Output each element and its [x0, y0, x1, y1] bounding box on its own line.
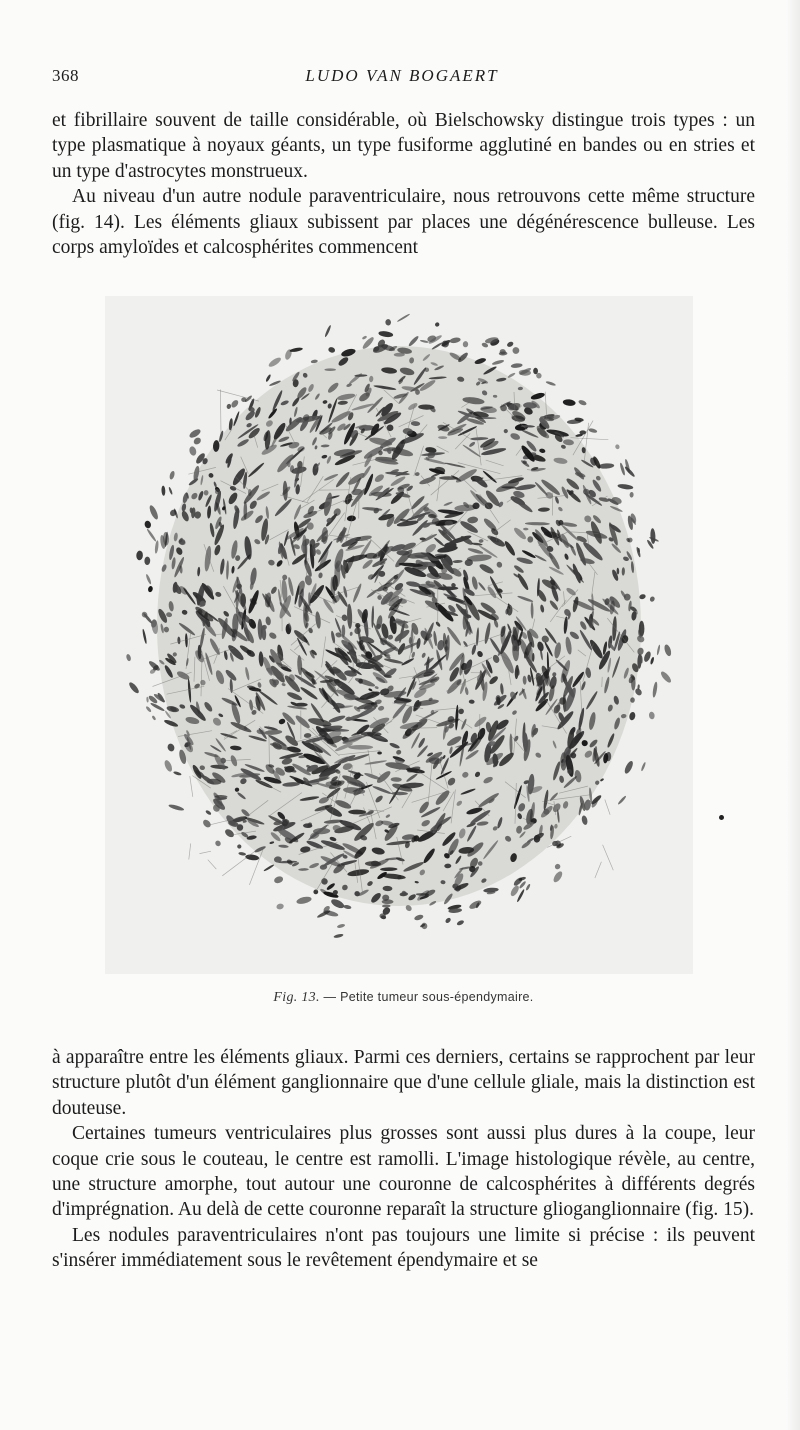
figure-caption: [52, 990, 755, 1006]
page-number: 368: [52, 66, 79, 85]
body-text-bottom: [52, 1045, 755, 1274]
paragraph: et fibrillaire souvent de taille considérable, où Bielschowsky distingue trois types : un type plasmatique à noyaux géants, un type fusiforme agglutiné en bandes ou en stries et un type d'astrocytes monstrueux.: [52, 110, 755, 182]
figure-micrograph: [105, 296, 693, 974]
figure-label: Fig. 13.: [273, 990, 320, 1005]
micrograph-image: [105, 296, 693, 974]
running-title: LUDO VAN BOGAERT: [305, 66, 499, 85]
page-edge-shadow: [786, 0, 800, 1430]
paragraph: Les nodules paraventriculaires n'ont pas toujours une limite si précise : ils peuvent s'insérer immédiatement sous le revêtement épendymaire et se: [52, 1224, 755, 1272]
paragraph: Au niveau d'un autre nodule paraventriculaire, nous retrouvons cette même structure (fig. 14). Les éléments gliaux subissent par places une dégénérescence bulleuse. Les corps amyloïdes et calcosphérites commencent: [52, 186, 755, 259]
caption-dash: —: [323, 990, 337, 1004]
caption-text: Petite tumeur sous-épendymaire.: [340, 990, 534, 1004]
paragraph: Certaines tumeurs ventriculaires plus grosses sont aussi plus dures à la coupe, leur coque crie sous le couteau, le centre est ramolli. L'image histologique révèle, au centre, une structure amorphe, tout autour une couronne de calcosphérites à différents degrés d'imprégnation. Au delà de cette couronne reparaît la structure glioganglionnaire (fig. 15).: [52, 1123, 755, 1221]
running-head: [52, 66, 752, 92]
body-text-top: [52, 108, 755, 260]
print-speck: [719, 815, 724, 820]
paragraph: à apparaître entre les éléments gliaux. Parmi ces derniers, certains se rapprochent par leur structure plutôt d'un élément ganglionnaire que d'une cellule gliale, mais la distinction est douteuse.: [52, 1047, 755, 1119]
